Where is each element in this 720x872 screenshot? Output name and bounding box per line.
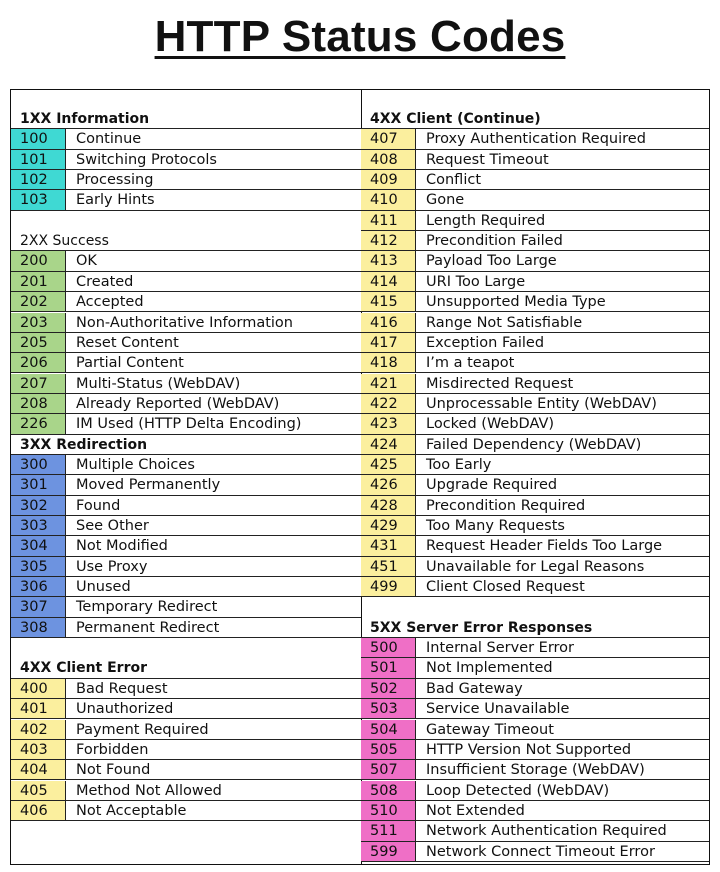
- status-row: [11, 516, 361, 536]
- status-row: [361, 740, 709, 760]
- status-code: 208: [11, 394, 66, 413]
- status-description: Locked (WebDAV): [426, 416, 555, 433]
- status-code: 206: [11, 353, 66, 372]
- status-code: 503: [361, 699, 416, 718]
- status-description: Not Implemented: [426, 660, 553, 677]
- status-row: [361, 272, 709, 292]
- status-code: 599: [361, 842, 416, 861]
- section-header-label: 5XX Server Error Responses: [370, 619, 593, 636]
- status-code: 421: [361, 374, 416, 393]
- status-row: [11, 150, 361, 170]
- status-description: Request Header Fields Too Large: [426, 538, 663, 555]
- status-row: [361, 231, 709, 251]
- status-code: 501: [361, 658, 416, 677]
- status-description: Loop Detected (WebDAV): [426, 782, 610, 799]
- section-header: [361, 618, 709, 638]
- status-row: [11, 699, 361, 719]
- status-description: Non-Authoritative Information: [76, 314, 293, 331]
- spacer-row: [11, 638, 361, 658]
- status-code: 416: [361, 313, 416, 332]
- status-code: 226: [11, 414, 66, 433]
- status-description: Failed Dependency (WebDAV): [426, 436, 642, 453]
- status-description: Continue: [76, 131, 142, 148]
- status-row: [361, 557, 709, 577]
- status-code: 403: [11, 740, 66, 759]
- section-header: [11, 231, 361, 251]
- status-description: Proxy Authentication Required: [426, 131, 646, 148]
- status-code: 411: [361, 211, 416, 230]
- status-code: 303: [11, 516, 66, 535]
- status-description: Unauthorized: [76, 701, 174, 718]
- status-row: [11, 170, 361, 190]
- status-description: Created: [76, 273, 134, 290]
- section-header: [11, 658, 361, 678]
- status-description: Processing: [76, 172, 154, 189]
- status-description: Not Acceptable: [76, 802, 187, 819]
- status-row: [11, 475, 361, 495]
- status-description: Reset Content: [76, 334, 179, 351]
- status-row: [11, 597, 361, 617]
- status-code: 428: [361, 496, 416, 515]
- status-code: 507: [361, 760, 416, 779]
- status-row: [11, 536, 361, 556]
- status-row: [11, 190, 361, 210]
- status-row: [361, 190, 709, 210]
- status-code: 306: [11, 577, 66, 596]
- status-description: Unused: [76, 579, 131, 596]
- status-description: URI Too Large: [426, 273, 526, 290]
- status-description: Insufficient Storage (WebDAV): [426, 762, 645, 779]
- status-row: [361, 435, 709, 455]
- status-code: 301: [11, 475, 66, 494]
- status-code: 305: [11, 557, 66, 576]
- status-row: [361, 801, 709, 821]
- page-title: [0, 10, 720, 64]
- status-description: Gateway Timeout: [426, 721, 554, 738]
- status-description: Multiple Choices: [76, 456, 195, 473]
- status-code: 423: [361, 414, 416, 433]
- status-code: 406: [11, 801, 66, 820]
- status-row: [11, 496, 361, 516]
- status-description: Moved Permanently: [76, 477, 221, 494]
- status-code: 425: [361, 455, 416, 474]
- status-description: Conflict: [426, 172, 482, 189]
- status-description: Range Not Satisfiable: [426, 314, 583, 331]
- status-row: [361, 638, 709, 658]
- status-row: [361, 150, 709, 170]
- status-description: Unsupported Media Type: [426, 294, 606, 311]
- status-row: [11, 374, 361, 394]
- status-description: Early Hints: [76, 192, 155, 209]
- status-row: [361, 842, 709, 862]
- status-row: [361, 536, 709, 556]
- status-row: [11, 801, 361, 821]
- status-row: [361, 170, 709, 190]
- section-header: [11, 435, 361, 455]
- status-description: Unavailable for Legal Reasons: [426, 558, 645, 575]
- status-code: 417: [361, 333, 416, 352]
- status-row: [361, 251, 709, 271]
- status-code: 203: [11, 313, 66, 332]
- status-code: 413: [361, 251, 416, 270]
- status-code: 101: [11, 150, 66, 169]
- status-description: OK: [76, 253, 97, 270]
- status-code: 511: [361, 821, 416, 840]
- status-code: 508: [361, 781, 416, 800]
- status-code: 500: [361, 638, 416, 657]
- status-description: Forbidden: [76, 741, 149, 758]
- status-code: 412: [361, 231, 416, 250]
- status-row: [11, 353, 361, 373]
- status-code: 418: [361, 353, 416, 372]
- status-code: 202: [11, 292, 66, 311]
- status-code: 300: [11, 455, 66, 474]
- status-description: Accepted: [76, 294, 144, 311]
- spacer-row: [11, 211, 361, 231]
- status-row: [361, 781, 709, 801]
- status-row: [11, 577, 361, 597]
- status-row: [361, 292, 709, 312]
- status-row: [11, 414, 361, 434]
- status-description: Switching Protocols: [76, 151, 217, 168]
- status-code: 409: [361, 170, 416, 189]
- status-description: Gone: [426, 192, 465, 209]
- status-code: 451: [361, 557, 416, 576]
- status-row: [11, 679, 361, 699]
- status-description: Already Reported (WebDAV): [76, 395, 280, 412]
- status-code: 504: [361, 720, 416, 739]
- status-code: 414: [361, 272, 416, 291]
- status-description: Bad Gateway: [426, 680, 523, 697]
- status-code: 100: [11, 129, 66, 148]
- status-row: [11, 272, 361, 292]
- status-description: Permanent Redirect: [76, 619, 220, 636]
- status-code: 200: [11, 251, 66, 270]
- status-code: 505: [361, 740, 416, 759]
- status-row: [361, 333, 709, 353]
- section-header-label: 1XX Information: [20, 111, 150, 127]
- status-code: 308: [11, 618, 66, 637]
- status-row: [361, 720, 709, 740]
- status-code: 422: [361, 394, 416, 413]
- status-row: [11, 760, 361, 780]
- status-description: Payload Too Large: [426, 253, 557, 270]
- status-code: 429: [361, 516, 416, 535]
- status-code: 207: [11, 374, 66, 393]
- status-row: [361, 394, 709, 414]
- status-row: [11, 618, 361, 638]
- status-code: 302: [11, 496, 66, 515]
- status-code: 415: [361, 292, 416, 311]
- status-row: [361, 516, 709, 536]
- status-code: 405: [11, 781, 66, 800]
- status-code: 426: [361, 475, 416, 494]
- status-code: 307: [11, 597, 66, 616]
- status-description: Precondition Failed: [426, 233, 563, 250]
- status-row: [11, 313, 361, 333]
- status-row: [11, 333, 361, 353]
- section-header-label: 3XX Redirection: [20, 436, 148, 453]
- status-code-table: [10, 89, 710, 865]
- status-row: [361, 679, 709, 699]
- status-description: Request Timeout: [426, 151, 549, 168]
- status-description: Payment Required: [76, 721, 209, 738]
- status-code: 499: [361, 577, 416, 596]
- status-row: [361, 414, 709, 434]
- status-code: 410: [361, 190, 416, 209]
- status-description: Not Found: [76, 762, 151, 779]
- status-code: 304: [11, 536, 66, 555]
- status-row: [361, 353, 709, 373]
- status-description: Misdirected Request: [426, 375, 574, 392]
- status-description: See Other: [76, 518, 149, 534]
- status-code: 402: [11, 720, 66, 739]
- status-description: Partial Content: [76, 355, 184, 372]
- status-code: 510: [361, 801, 416, 820]
- status-description: Network Connect Timeout Error: [426, 843, 655, 860]
- section-header: [361, 109, 709, 129]
- status-code: 431: [361, 536, 416, 555]
- page-title-text: HTTP Status Codes: [154, 12, 566, 61]
- status-row: [361, 129, 709, 149]
- status-row: [11, 292, 361, 312]
- section-header-label: 2XX Success: [20, 233, 109, 250]
- status-description: HTTP Version Not Supported: [426, 741, 632, 758]
- status-code: 102: [11, 170, 66, 189]
- status-description: Internal Server Error: [426, 640, 574, 657]
- status-code: 424: [361, 435, 416, 454]
- status-description: Client Closed Request: [426, 579, 585, 596]
- section-header-label: 4XX Client (Continue): [370, 111, 541, 127]
- status-row: [361, 211, 709, 231]
- status-description: Too Early: [426, 456, 492, 473]
- section-header: [11, 109, 361, 129]
- status-code: 407: [361, 129, 416, 148]
- status-row: [11, 129, 361, 149]
- status-description: Service Unavailable: [426, 701, 570, 718]
- status-description: Network Authentication Required: [426, 823, 667, 840]
- status-row: [361, 821, 709, 841]
- status-row: [11, 251, 361, 271]
- status-code: 103: [11, 190, 66, 209]
- status-description: Multi-Status (WebDAV): [76, 375, 241, 392]
- status-code: 400: [11, 679, 66, 698]
- spacer-row: [361, 597, 709, 617]
- status-row: [361, 455, 709, 475]
- status-row: [361, 475, 709, 495]
- status-description: IM Used (HTTP Delta Encoding): [76, 416, 302, 433]
- status-description: Unprocessable Entity (WebDAV): [426, 395, 657, 412]
- section-header-label: 4XX Client Error: [20, 660, 147, 677]
- status-description: Exception Failed: [426, 334, 545, 351]
- status-description: Method Not Allowed: [76, 782, 222, 799]
- status-row: [361, 760, 709, 780]
- status-code: 201: [11, 272, 66, 291]
- status-row: [361, 699, 709, 719]
- status-row: [11, 720, 361, 740]
- status-row: [11, 781, 361, 801]
- status-row: [11, 740, 361, 760]
- status-description: Bad Request: [76, 680, 168, 697]
- status-description: Length Required: [426, 212, 546, 229]
- status-row: [11, 394, 361, 414]
- status-row: [361, 313, 709, 333]
- status-code: 205: [11, 333, 66, 352]
- status-description: Temporary Redirect: [76, 599, 218, 616]
- status-row: [361, 577, 709, 597]
- status-description: Not Modified: [76, 538, 168, 555]
- status-description: I’m a teapot: [426, 355, 515, 372]
- status-code: 404: [11, 760, 66, 779]
- status-row: [361, 374, 709, 394]
- status-description: Upgrade Required: [426, 477, 558, 494]
- status-code: 502: [361, 679, 416, 698]
- status-description: Precondition Required: [426, 497, 586, 514]
- status-description: Found: [76, 497, 121, 514]
- status-code: 401: [11, 699, 66, 718]
- status-row: [361, 496, 709, 516]
- status-row: [11, 557, 361, 577]
- status-description: Too Many Requests: [426, 518, 565, 534]
- status-description: Use Proxy: [76, 558, 148, 575]
- status-code: 408: [361, 150, 416, 169]
- status-description: Not Extended: [426, 802, 525, 819]
- status-row: [11, 455, 361, 475]
- status-row: [361, 658, 709, 678]
